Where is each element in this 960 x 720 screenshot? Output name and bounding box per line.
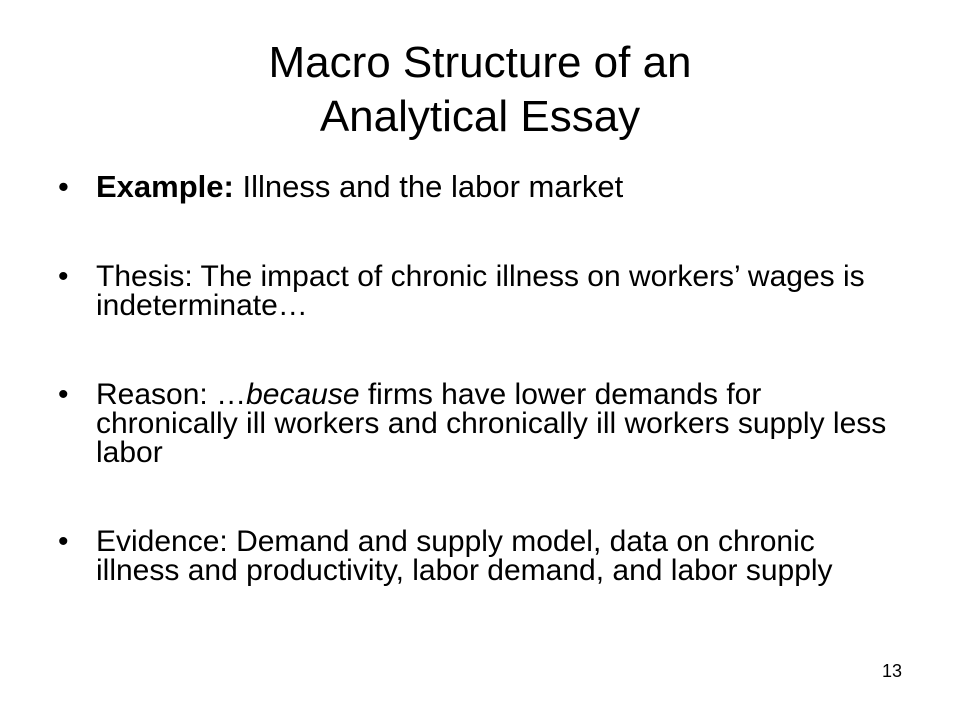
bullet-evidence — [58, 527, 898, 585]
evidence-text: Evidence: Demand and supply model, data on chronic illness and productivity, labor demand, and labor supply — [96, 525, 833, 587]
bullet-dot-icon: • — [58, 378, 69, 411]
bullet-dot-icon: • — [58, 525, 69, 558]
example-label: Example: — [96, 169, 234, 204]
reason-prefix: Reason: … — [96, 378, 247, 411]
slide-title — [80, 36, 880, 144]
bullet-list — [58, 170, 898, 585]
reason-emphasis: because — [246, 378, 360, 411]
reason-text: firms have lower demands for chronically ill workers and chronically ill workers supply less labor — [96, 378, 887, 469]
bullet-dot-icon: • — [58, 260, 69, 293]
bullet-thesis — [58, 262, 898, 320]
slide-title-line-1: Macro Structure of an — [268, 38, 692, 87]
example-text: Illness and the labor market — [233, 169, 624, 204]
bullet-dot-icon: • — [58, 169, 69, 204]
bullet-example — [58, 170, 898, 204]
page-number: 13 — [881, 661, 902, 681]
bullet-reason — [58, 380, 898, 467]
thesis-text: Thesis: The impact of chronic illness on workers’ wages is indeterminate… — [96, 260, 865, 322]
slide-title-line-2: Analytical Essay — [319, 92, 641, 141]
